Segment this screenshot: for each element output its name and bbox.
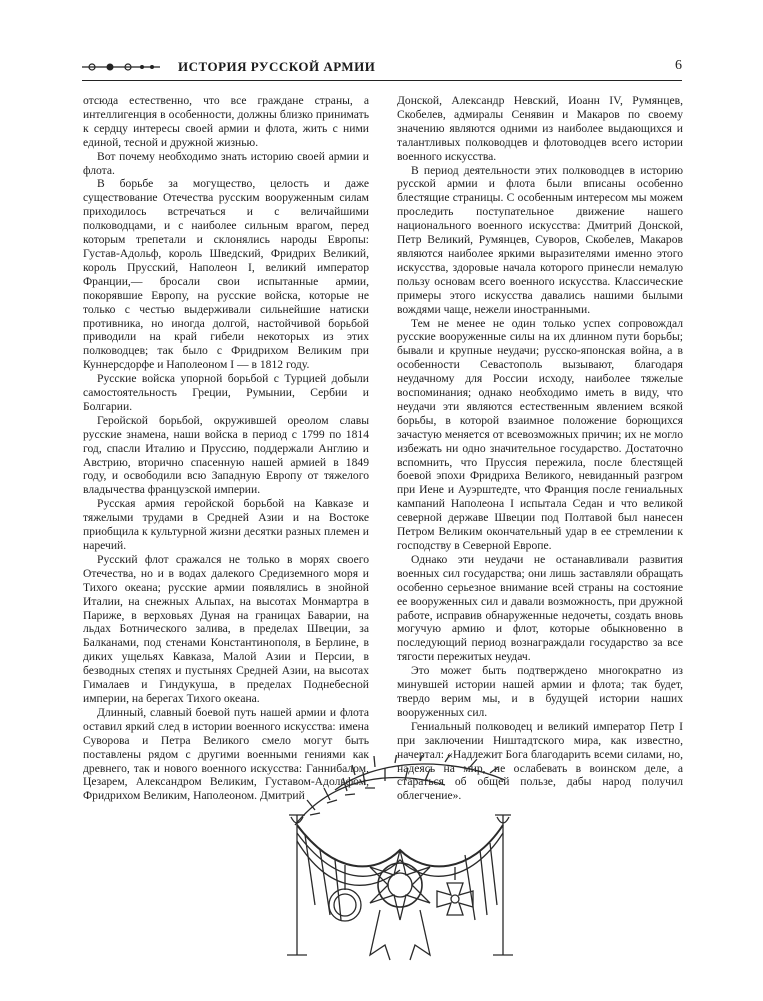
paragraph: В период деятельности этих полководцев в историю русской армии и флота были вписаны особенно блестящие страницы. С особенным интересом мы можем проследить поступательное движение нашего национального военного искусства: Дмитрий Донской, Петр Великий, Румянцев, Суворов, Скобелев, Макаров являются наиболее яркими выразителями именно этого искусства, здоровые начала которого принесли немалую пользу основам всего военного искусства. Классические примеры этого искусства давались нашими былыми вождями чаще, нежели иностранными. [397,163,683,316]
paragraph: Тем не менее не один только успех сопровождал русские вооруженные силы на их длинном пути борьбы; бывали и крупные неудачи; русско-японская война, а в особенности Севастополь вызывают, благодаря неудачному для России исходу, наиболее тяжелые воспоминания; однако необходимо иметь в виду, что неудачи эти являются естественным явлением всякой борьбы, в которой взаимное положение борющихся зачастую меняется от всевозможных причин; их не могло избежать ни одно значительное государство. Достаточно вспомнить, что Пруссия пережила, после блестящей боевой эпохи Фридриха Великого, невиданный разгром при Иене и Ауэрштедте, что Франция после гениальных кампаний Наполеона I испытала Седан и что великой северной державе Швеции под Полтавой был нанесен Петром Великим окончательный удар в ее стремлении к господству в Северной Европе. [397,316,683,552]
paragraph: отсюда естественно, что все граждане страны, а интеллигенция в особенности, должны близко принимать к сердцу интересы своей армии и флота, жить с ними единой, тесной и дружной жизнью. [83,94,369,149]
page-number: 6 [675,58,682,73]
paragraph: Однако эти неудачи не останавливали развития военных сил государства; они лишь заставляли обращать особенно серьезное внимание всей страны на состояние ее вооруженных сил и давали возможность, при дружной работе, исправив обнаруженные недочеты, создать вновь могучую армию и флот, которые обыкновенно в последующий период вознаграждали государство за все тягости пережитых неудач. [397,552,683,664]
header-rule [82,80,682,81]
paragraph: Гениальный полководец и великий император Петр I при заключении Ништадтского мира, как известно, начертал: «Надлежит Бога благодарить всеми силами, но, надеясь на мир, не ослабевать в воинском деле, а стараться об общей пользе, дабы народ получил облегчение». [397,719,683,803]
right-column [397,94,683,803]
paragraph: Длинный, славный боевой путь нашей армии и флота оставил яркий след в истории военного искусства: имена Суворова и Петра Великого смело могут быть поставлены рядом с другими военными гениями как древнего, так и нового военного искусства: Ганнибалом, Цезарем, Александром Великим, Густавом-Адольфом, Фридрихом Великим, Наполеоном. Дмитрий [83,705,369,803]
paragraph: Русская армия геройской борьбой на Кавказе и тяжелыми трудами в Средней Азии и на Востоке приобщила к культурной жизни десятки разных племен и наречий. [83,497,369,552]
running-header [82,56,682,80]
paragraph: Это может быть подтверждено многократно из минувшей истории нашей армии и флота; так будет, твердо верим мы, и в будущей истории наших вооруженных сил. [397,664,683,719]
paragraph: Вот почему необходимо знать историю своей армии и флота. [83,149,369,177]
military-decorations-vignette-icon [275,755,525,970]
left-column [83,94,369,803]
running-title: ИСТОРИЯ РУССКОЙ АРМИИ [178,59,376,74]
paragraph: Донской, Александр Невский, Иоанн IV, Румянцев, Скобелев, адмиралы Сенявин и Макаров по своему значению являются одними из наиболее выдающихся и талантливых полководцев и флотоводцев всего истории военного искусства. [397,94,683,163]
paragraph: В борьбе за могущество, целость и даже существование Отечества русским вооруженным силам приходилось встречаться и с величайшими полководцами, и с наиболее сильным врагом, перед которым трепетали и склонялись народы Европы: Густав-Адольф, король Шведский, Фридрих Великий, король Прусский, Наполеон I, великий император Франции,— бросали свои испытанные армии, покорявшие Европу, на русские войска, которые не только с честью выдерживали сильнейшие натиски противника, но иногда долгой, настойчивой борьбой приводили на край гибели некоторых из этих полководцев; так было с Фридрихом Великим при Куннерсдорфе и Наполеоном I — в 1812 году. [83,177,369,372]
paragraph: Русский флот сражался не только в морях своего Отечества, но и в водах далекого Средиземного моря и Тихого океана; русские армии появлялись в знойной Италии, на снежных Альпах, на высотах Монмартра в Париже, в верховьях Дуная на границах Баварии, на льдах Ботнического залива, в пределах Швеции, за Балканами, под стенами Константинополя, в Берлине, в диких ущельях Кавказа, Малой Азии и Персии, в безводных степях и пустынях Средней Азии, на высотах Гималаев и Гиндукуша, в пределах Поднебесной империи, на берегах Тихого океана. [83,552,369,705]
header-ornament-icon [82,60,160,74]
paragraph: Геройской борьбой, окружившей ореолом славы русские знамена, наши войска в период с 1799 по 1814 год, спасли Италию и Пруссию, поддержали Англию и Австрию, вторично спасенную нашей армией в 1849 году, и освободили всю Западную Европу от тяжелого владычества французской империи. [83,413,369,497]
paragraph: Русские войска упорной борьбой с Турцией добыли самостоятельность Греции, Румынии, Сербии и Болгарии. [83,372,369,413]
